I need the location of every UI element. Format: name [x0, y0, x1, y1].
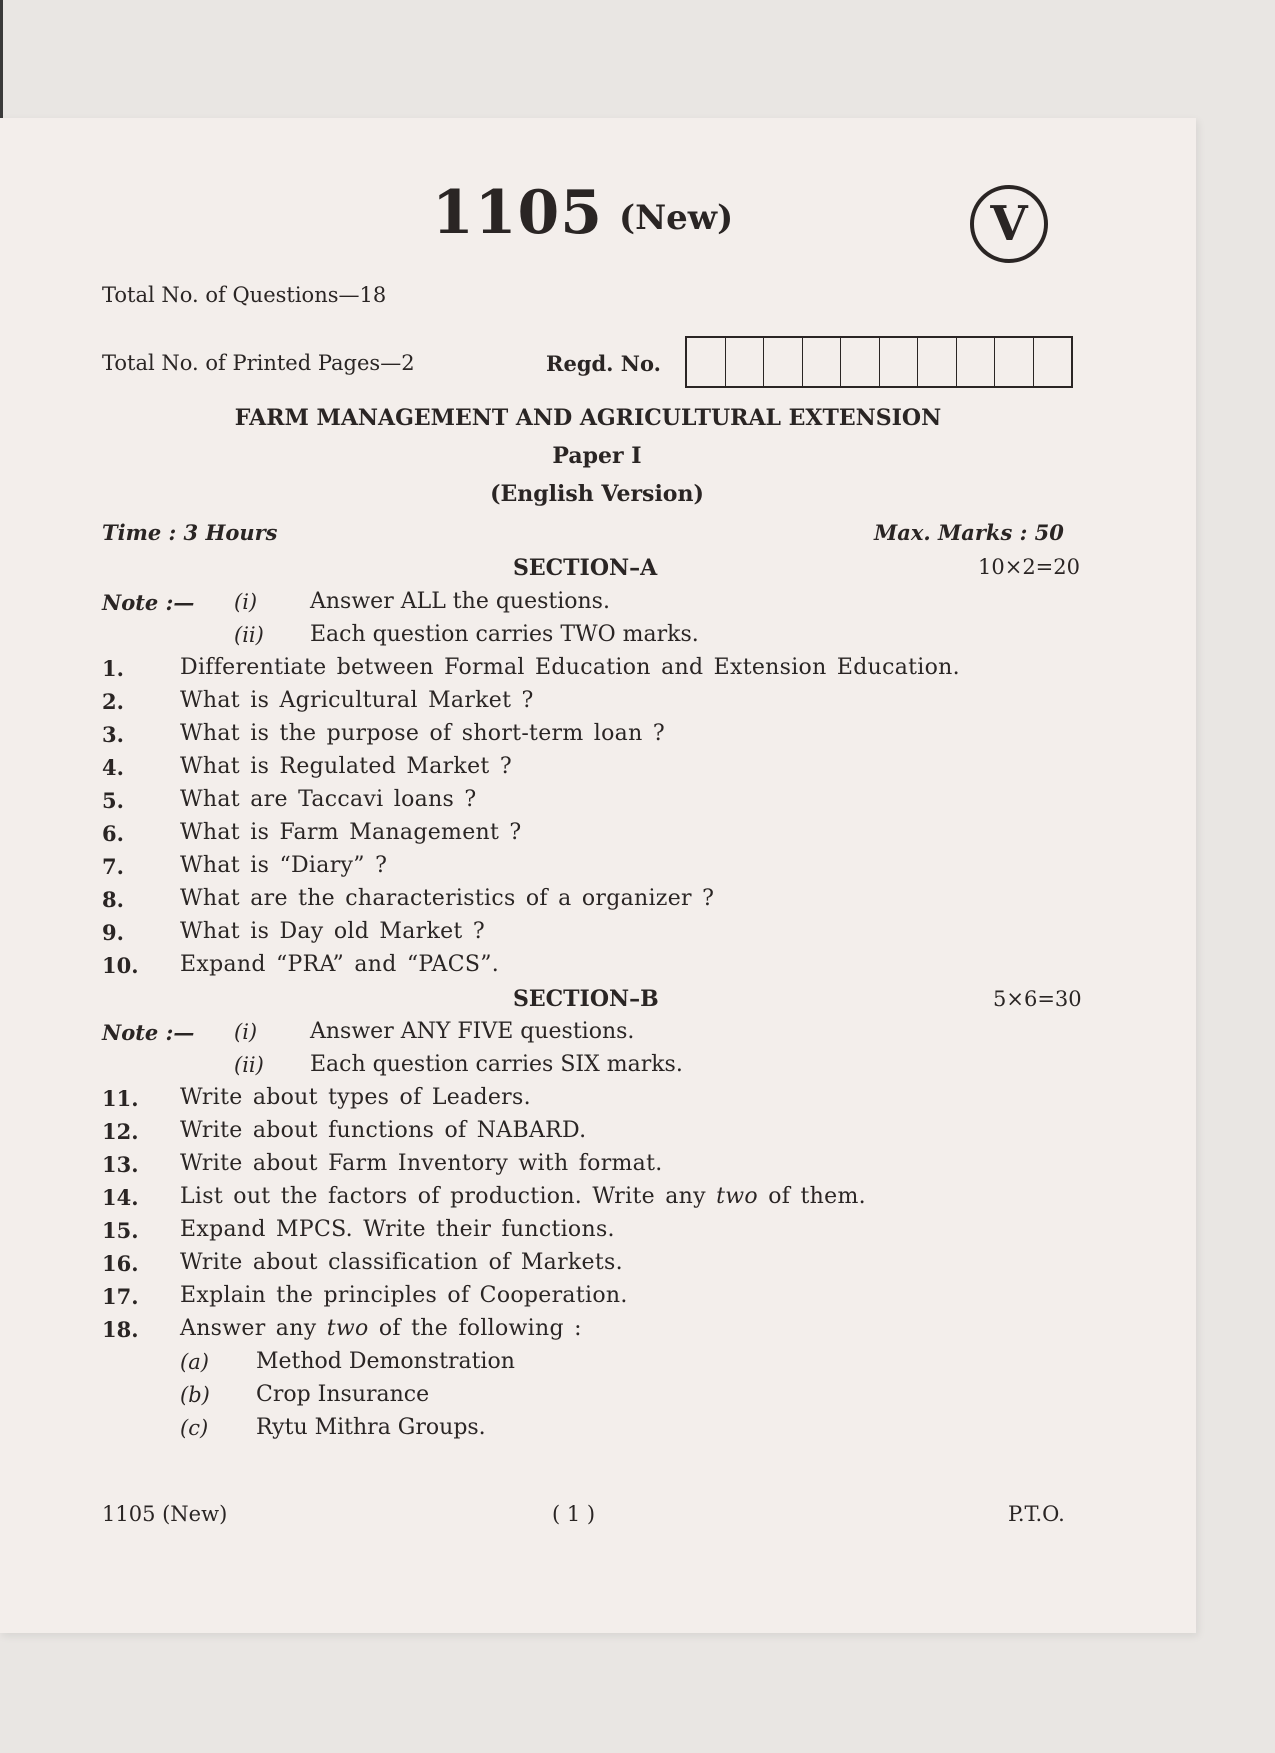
- section-a-note-label: Note :—: [102, 590, 195, 615]
- question-number: 12.: [102, 1119, 139, 1144]
- question-number: 17.: [102, 1284, 139, 1309]
- question-number: 14.: [102, 1185, 139, 1210]
- question-text: What is Agricultural Market ?: [180, 688, 534, 713]
- question-number: 3.: [102, 722, 124, 747]
- question-number: 7.: [102, 854, 124, 879]
- question-number: 18.: [102, 1317, 139, 1342]
- question-text: List out the factors of production. Write any two of them.: [180, 1184, 866, 1209]
- question-number: 1.: [102, 656, 124, 681]
- regd-label: Regd. No.: [546, 351, 661, 376]
- question-text: What are the characteristics of a organizer ?: [180, 886, 715, 911]
- note-text: Each question carries TWO marks.: [310, 622, 699, 647]
- question-number: 13.: [102, 1152, 139, 1177]
- page-number: ( 1 ): [552, 1502, 596, 1526]
- subject-title: FARM MANAGEMENT AND AGRICULTURAL EXTENSION: [234, 405, 942, 431]
- regd-number-boxes[interactable]: [685, 336, 1073, 388]
- question-text: Write about classification of Markets.: [180, 1250, 623, 1275]
- scan-edge-line: [0, 0, 3, 120]
- question-text: What is Farm Management ?: [180, 820, 522, 845]
- section-a-heading: SECTION–A: [513, 555, 658, 581]
- question-text: What are Taccavi loans ?: [180, 787, 477, 812]
- section-b-note-label: Note :—: [102, 1020, 195, 1045]
- language-version: (English Version): [490, 481, 704, 507]
- question-number: 10.: [102, 953, 139, 978]
- question-number: 8.: [102, 887, 124, 912]
- question-number: 15.: [102, 1218, 139, 1243]
- question-number: 11.: [102, 1086, 139, 1111]
- question-text: What is “Diary” ?: [180, 853, 388, 878]
- option-label: (c): [180, 1416, 209, 1440]
- question-text: Expand “PRA” and “PACS”.: [180, 952, 500, 977]
- question-text: Expand MPCS. Write their functions.: [180, 1217, 615, 1242]
- question-number: 16.: [102, 1251, 139, 1276]
- version-badge: V: [970, 185, 1048, 263]
- question-text: Write about functions of NABARD.: [180, 1118, 587, 1143]
- option-label: (a): [180, 1350, 209, 1374]
- question-text: Write about types of Leaders.: [180, 1085, 531, 1110]
- question-number: 6.: [102, 821, 124, 846]
- total-questions: Total No. of Questions—18: [102, 283, 387, 307]
- question-text: Answer any two of the following :: [180, 1316, 582, 1341]
- note-text: Each question carries SIX marks.: [310, 1052, 683, 1077]
- question-text: What is the purpose of short-term loan ?: [180, 721, 665, 746]
- section-b-marks: 5×6=30: [993, 987, 1082, 1011]
- question-text: What is Day old Market ?: [180, 919, 485, 944]
- paper-code-suffix: (New): [619, 198, 734, 238]
- pto-label: P.T.O.: [1008, 1502, 1065, 1526]
- option-text: Rytu Mithra Groups.: [256, 1415, 486, 1440]
- question-text: Differentiate between Formal Education and Extension Education.: [180, 655, 960, 680]
- note-text: Answer ALL the questions.: [310, 589, 610, 614]
- total-pages: Total No. of Printed Pages—2: [102, 351, 415, 375]
- max-marks: Max. Marks : 50: [874, 520, 1064, 545]
- note-label: (i): [234, 1020, 258, 1044]
- note-label: (ii): [234, 1053, 264, 1077]
- question-number: 4.: [102, 755, 124, 780]
- paper-code: 1105: [432, 178, 603, 248]
- paper-number: Paper I: [552, 443, 642, 469]
- time-allowed: Time : 3 Hours: [102, 520, 278, 545]
- footer-code: 1105 (New): [102, 1502, 228, 1526]
- question-number: 5.: [102, 788, 124, 813]
- question-text: Explain the principles of Cooperation.: [180, 1283, 628, 1308]
- note-text: Answer ANY FIVE questions.: [310, 1019, 635, 1044]
- option-label: (b): [180, 1383, 210, 1407]
- question-text: Write about Farm Inventory with format.: [180, 1151, 663, 1176]
- note-label: (i): [234, 590, 258, 614]
- option-text: Method Demonstration: [256, 1349, 515, 1374]
- section-b-heading: SECTION–B: [513, 986, 659, 1012]
- option-text: Crop Insurance: [256, 1382, 430, 1407]
- note-label: (ii): [234, 623, 264, 647]
- question-number: 9.: [102, 920, 124, 945]
- question-number: 2.: [102, 689, 124, 714]
- section-a-marks: 10×2=20: [978, 555, 1080, 579]
- question-text: What is Regulated Market ?: [180, 754, 512, 779]
